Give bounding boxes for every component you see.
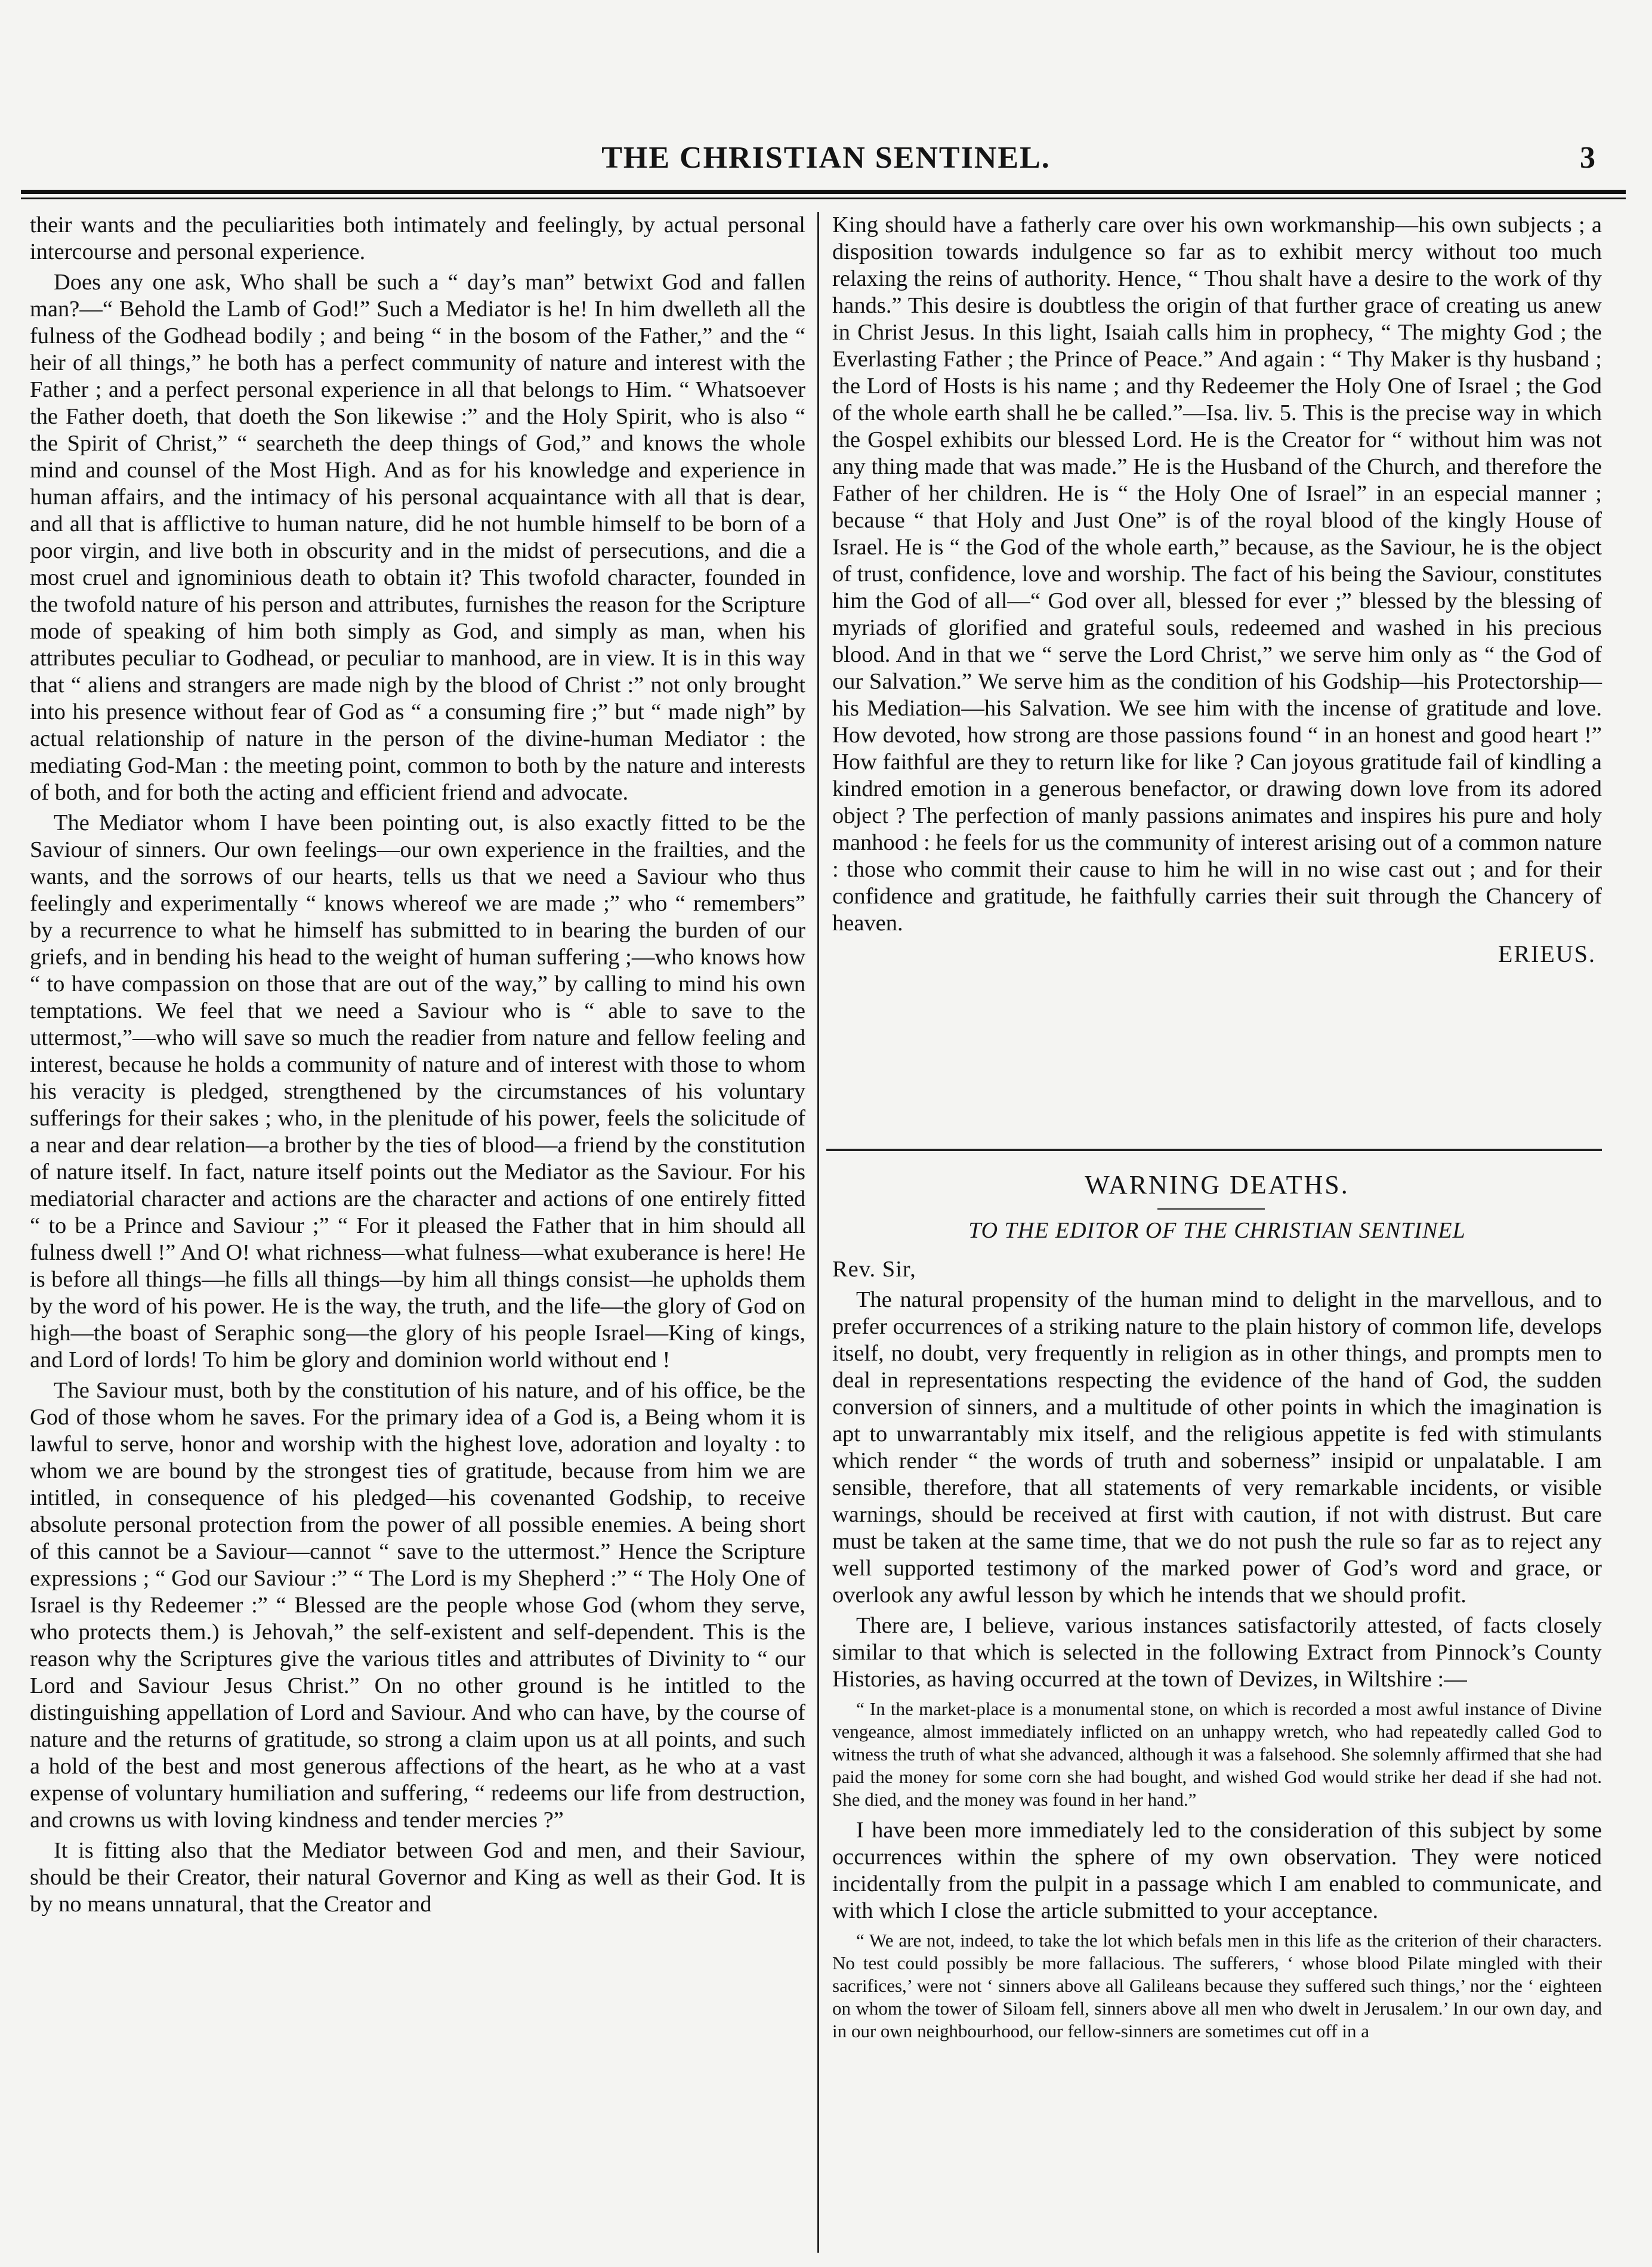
right-column-upper	[832, 212, 1602, 967]
paragraph: There are, I believe, various instances satisfactorily attested, of facts closely similar to that which is selected in the following Extract from Pinnock’s County Histories, as having occurred at the town of Devizes, in Wiltshire :—	[832, 1613, 1602, 1692]
warning-deaths-article	[832, 1256, 1602, 2049]
section-heading: WARNING DEATHS.	[1085, 1170, 1350, 1199]
column-divider	[817, 212, 819, 2253]
paragraph: their wants and the peculiarities both intimately and feelingly, by actual personal intercourse and personal experience.	[30, 212, 805, 264]
paragraph: I have been more immediately led to the consideration of this subject by some occurrences within the sphere of my own observation. They were noticed incidentally from the pulpit in a passage which I am enabled to communicate, and with which I close the article submitted to your acceptance.	[832, 1818, 1602, 1923]
left-column	[30, 212, 805, 1921]
paragraph: Does any one ask, Who shall be such a “ day’s man” betwixt God and fallen man?—“ Behold the Lamb of God!” Such a Mediator is he! In him dwelleth all the fulness of the Godhead bodily ; and being “ in the bosom of the Father,” and the “ heir of all things,” he both has a perfect community of nature and interest with the Father ; and a perfect personal experience in all that belongs to Him. “ Whatsoever the Father doeth, that doeth the Son likewise :” and the Holy Spirit, who is also “ the Spirit of Christ,” “ searcheth the deep things of God,” and knows the whole mind and counsel of the Most High. And as for his knowledge and experience in human affairs, and the intimacy of his personal acquaintance with all that is dear, and all that is afflictive to human nature, did he not humble himself to be born of a poor virgin, and live both in obscurity and in the midst of persecutions, and die a most cruel and ignominious death to obtain it? This twofold character, founded in the twofold nature of his person and attributes, furnishes the reason for the Scripture mode of speaking of him both simply as God, and simply as man, when his attributes peculiar to Godhead, or peculiar to manhood, are in view. It is in this way that “ aliens and strangers are made nigh by the blood of Christ :” not only brought into his presence without fear of God as “ a consuming fire ;” but “ made nigh” by actual relationship of nature in the person of the divine-human Mediator : the mediating God-Man : the meeting point, common to both by the nature and interests of both, and for both the acting and efficient friend and advocate.	[30, 270, 805, 805]
header-rule	[21, 190, 1626, 199]
author-signature: ERIEUS.	[1498, 940, 1596, 967]
editor-address: TO THE EDITOR OF THE CHRISTIAN SENTINEL	[968, 1218, 1466, 1243]
paragraph: The natural propensity of the human mind to delight in the marvellous, and to prefer occurrences of a striking nature to the plain history of common life, develops itself, no doubt, very frequently in religion as in other things, and prompts men to deal in representations respecting the evidence of the hand of God, the sudden conversion of sinners, and a multitude of other points in which the imagination is apt to unwarrantably mix itself, and the religious appetite is fed with stimulants which render “ the words of truth and soberness” insipid or unpalatable. I am sensible, therefore, that all statements of very remarkable incidents, or visible warnings, should be received at first with caution, if not with distrust. But care must be taken at the same time, that we do not push the rule so far as to reject any well supported testimony of the marked power of God’s word and grace, or overlook any awful lesson by which he intends that we should profit.	[832, 1287, 1602, 1608]
heading-rule	[1157, 1208, 1265, 1210]
section-divider	[826, 1149, 1602, 1151]
paragraph: The Mediator whom I have been pointing out, is also exactly fitted to be the Saviour of sinners. Our own feelings—our own experience in the frailties, and the wants, and the sorrows of our hearts, tells us that we need a Saviour who thus feelingly and experimentally “ knows whereof we are made ;” who “ remembers” by a recurrence to what he himself has submitted to in bearing the burden of our griefs, and in bending his head to the weight of human suffering ;—who knows how “ to have compassion on those that are out of the way,” by calling to mind his own temptations. We feel that we need a Saviour who is “ able to save to the uttermost,”—who will save so much the readier from nature and fellow feeling and interest, because he holds a community of nature and of interest with those to whom his veracity is pledged, strengthened by the circumstances of his voluntary sufferings for their sakes ; who, in the plenitude of his power, feels the solicitude of a near and dear relation—a brother by the ties of blood—a friend by the constitution of nature itself. In fact, nature itself points out the Mediator as the Saviour. For his mediatorial character and actions are the character and actions of one entirely fitted “ to be a Prince and Saviour ;” “ For it pleased the Father that in him should all fulness dwell !” And O! what richness—what fulness—what exuberance is here! He is before all things—he fills all things—by him all things consist—he upholds them by the word of his power. He is the way, the truth, and the life—the glory of God on high—the boast of Seraphic song—the glory of his people Israel—King of kings, and Lord of lords! To him be glory and dominion world without end !	[30, 810, 805, 1372]
block-quote: “ In the market-place is a monumental stone, on which is recorded a most awful instance of Divine vengeance, almost immediately inflicted on an unhappy wretch, who had repeatedly called God to witness the truth of what she advanced, although it was a falsehood. She solemnly affirmed that she had paid the money for some corn she had bought, and wished God would strike her dead if she had not. She died, and the money was found in her hand.”	[832, 1698, 1602, 1810]
page-number: 3	[1580, 141, 1595, 175]
paragraph: King should have a fatherly care over his own workmanship—his own subjects ; a disposition towards indulgence so far as to exhibit mercy without too much relaxing the reins of authority. Hence, “ Thou shalt have a desire to the work of thy hands.” This desire is doubtless the origin of that further grace of creating us anew in Christ Jesus. In this light, Isaiah calls him in prophecy, “ The mighty God ; the Everlasting Father ; the Prince of Peace.” And again : “ Thy Maker is thy husband ; the Lord of Hosts is his name ; and thy Redeemer the Holy One of Israel ; the God of the whole earth shall he be called.”—Isa. liv. 5. This is the precise way in which the Gospel exhibits our blessed Lord. He is the Creator for “ without him was not any thing made that was made.” He is the Husband of the Church, and therefore the Father of her children. He is “ the Holy One of Israel” in an especial manner ; because “ that Holy and Just One” is of the royal blood of the kingly House of Israel. He is “ the God of the whole earth,” because, as the Saviour, he is the object of trust, confidence, love and worship. The fact of his being the Saviour, constitutes him the God of all—“ God over all, blessed for ever ;” blessed by the blessing of myriads of glorified and grateful souls, redeemed and washed in his precious blood. And in that we “ serve the Lord Christ,” we serve him only as “ the God of our Salvation.” We serve him as the condition of his Godship—his Protectorship—his Mediation—his Salvation. We see him with the incense of gratitude and love. How devoted, how strong are those passions found “ in an honest and good heart !” How faithful are they to return like for like ? Can joyous gratitude fail of kindling a kindred emotion in a generous benefactor, or drawing down love from its adored object ? The perfection of manly passions animates and inspires his pure and holy manhood : he feels for us the community of interest arising out of a common nature : those who commit their cause to him he will in no wise cast out ; and for their confidence and gratitude, he faithfully carries their suit through the Chancery of heaven.	[832, 212, 1602, 936]
page-title: THE CHRISTIAN SENTINEL.	[601, 141, 1051, 175]
salutation: Rev. Sir,	[832, 1257, 916, 1282]
paragraph: It is fitting also that the Mediator between God and men, and their Saviour, should be their Creator, their natural Governor and King as well as their God. It is by no means unnatural, that the Creator and	[30, 1838, 805, 1917]
block-quote: “ We are not, indeed, to take the lot which befals men in this life as the criterion of their characters. No test could possibly be more fallacious. The sufferers, ‘ whose blood Pilate mingled with their sacrifices,’ were not ‘ sinners above all Galileans because they suffered such things,’ nor the ‘ eighteen on whom the tower of Siloam fell, sinners above all men who dwelt in Jerusalem.’ In our own day, and in our own neighbourhood, our fellow-sinners are sometimes cut off in a	[832, 1930, 1602, 2041]
paragraph: The Saviour must, both by the constitution of his nature, and of his office, be the God of those whom he saves. For the primary idea of a God is, a Being whom it is lawful to serve, honor and worship with the highest love, adoration and loyalty : to whom we are bound by the strongest ties of gratitude, because from him we are intitled, in consequence of his pledged—his covenanted Godship, to receive absolute personal protection from the power of all possible enemies. A being short of this cannot be a Saviour—cannot “ save to the uttermost.” Hence the Scripture expressions ; “ God our Saviour :” “ The Lord is my Shepherd :” “ The Holy One of Israel is thy Redeemer :” “ Blessed are the people whose God (whom they serve, who protects them.) is Jehovah,” the self-existent and self-dependent. This is the reason why the Scriptures give the various titles and attributes of Divinity to “ our Lord and Saviour Jesus Christ.” On no other ground is he intitled to the distinguishing appellation of Lord and Saviour. And who can have, by the course of nature and the returns of gratitude, so strong a claim upon us at all points, and such a hold of the best and most generous affections of the heart, as he who at a vast expense of voluntary humiliation and suffering, “ redeems our life from destruction, and crowns us with loving kindness and tender mercies ?”	[30, 1378, 805, 1833]
